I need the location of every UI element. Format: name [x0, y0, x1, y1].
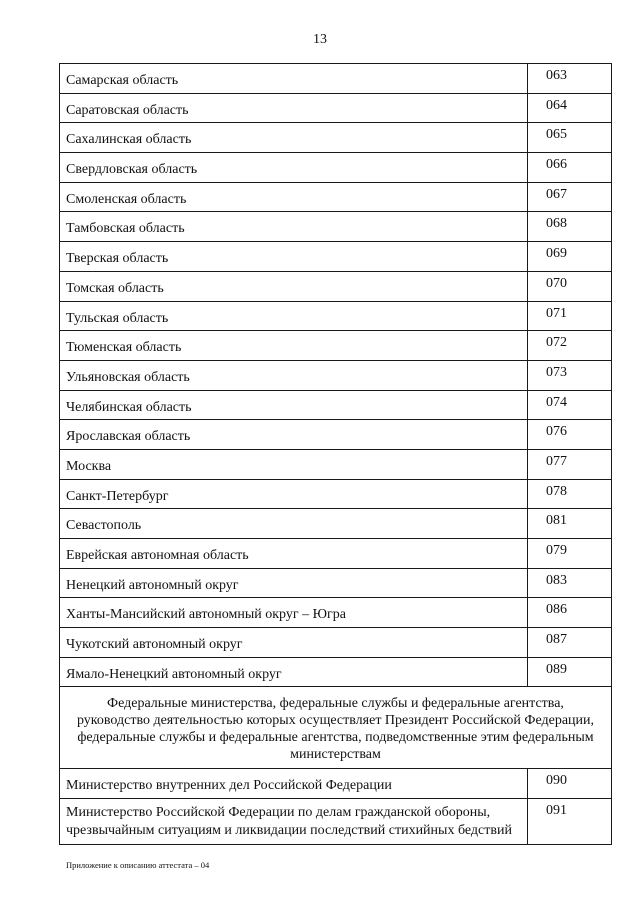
entity-code-cell: [528, 153, 612, 183]
table-row: [60, 568, 612, 598]
table-row: [60, 123, 612, 153]
entity-name: Тюменская область: [66, 340, 182, 356]
entity-name: Чукотский автономный округ: [66, 637, 243, 653]
entity-code-cell: [528, 93, 612, 123]
entity-code: 071: [546, 305, 567, 321]
entity-name-cell: [60, 153, 528, 183]
entity-code: 083: [546, 572, 567, 588]
entity-name-cell: [60, 271, 528, 301]
entity-code-cell: [528, 271, 612, 301]
entity-code: 087: [546, 632, 567, 648]
entity-code-cell: [528, 598, 612, 628]
entity-name-cell: [60, 64, 528, 94]
entity-code-cell: [528, 390, 612, 420]
entity-name: Свердловская область: [66, 162, 198, 178]
entity-name: Смоленская область: [66, 191, 187, 207]
entity-name-cell: [60, 568, 528, 598]
entity-code-cell: [528, 182, 612, 212]
entity-code: 067: [546, 186, 567, 202]
entity-name: Самарская область: [66, 73, 179, 88]
entity-code-cell: [528, 301, 612, 331]
entity-name: Министерство внутренних дел Российской Федерации: [66, 778, 392, 794]
entity-code-cell: [528, 479, 612, 509]
entity-code: 081: [546, 513, 567, 529]
entity-name-cell: [60, 539, 528, 569]
entity-name-cell: [60, 331, 528, 361]
entity-code: 077: [546, 453, 567, 469]
entity-name-cell: [60, 449, 528, 479]
entity-code: 068: [546, 216, 567, 232]
entity-code: 064: [546, 97, 567, 113]
entity-name: Ненецкий автономный округ: [66, 577, 239, 593]
table-row: [60, 301, 612, 331]
table-row: [60, 64, 612, 94]
entity-name-cell: [60, 657, 528, 687]
entity-name: Москва: [66, 458, 112, 474]
table-row: [60, 242, 612, 272]
table-row: [60, 390, 612, 420]
entity-code-cell: [528, 242, 612, 272]
entity-name-cell: [60, 242, 528, 272]
entity-code-cell: [528, 449, 612, 479]
entity-code: 076: [546, 424, 567, 440]
section-heading: Федеральные министерства, федеральные службы и федеральные агентства, руководство деятельностью которых осуществляет Президент Российской Федерации, федеральные службы и федеральные агентства, подведомственные этим федеральным министерствам: [60, 687, 612, 769]
entity-code-cell: [528, 420, 612, 450]
entity-code-cell: [528, 657, 612, 687]
entity-name: Санкт-Петербург: [66, 488, 169, 504]
entity-name-cell: [60, 509, 528, 539]
entity-code: 090: [546, 773, 567, 789]
table-row: [60, 598, 612, 628]
entity-name-cell: [60, 301, 528, 331]
section-header-row: [60, 687, 612, 769]
entity-code: 086: [546, 602, 567, 618]
entity-name-cell: [60, 212, 528, 242]
entity-code-cell: [528, 509, 612, 539]
entity-name: Еврейская автономная область: [66, 548, 249, 563]
entity-name: Севастополь: [66, 518, 142, 534]
entity-code: 073: [546, 364, 567, 380]
entity-code: 074: [546, 394, 567, 410]
entity-name-cell: [60, 799, 528, 845]
entity-name: Тульская область: [66, 310, 169, 326]
code-table: [59, 63, 612, 845]
entity-code-cell: [528, 628, 612, 658]
entity-code-cell: [528, 64, 612, 94]
entity-name-cell: [60, 390, 528, 420]
entity-code: 078: [546, 483, 567, 499]
table-row: [60, 509, 612, 539]
entity-code-cell: [528, 539, 612, 569]
footer-note: Приложение к описанию аттестата – 04: [66, 860, 210, 870]
entity-code-cell: [528, 331, 612, 361]
entity-code-cell: [528, 360, 612, 390]
entity-code: 070: [546, 275, 567, 291]
entity-name: Ямало-Ненецкий автономный округ: [66, 666, 282, 682]
entity-name: Ульяновская область: [66, 369, 190, 385]
entity-code-cell: [528, 212, 612, 242]
entity-name: Тверская область: [66, 251, 169, 267]
entity-name: Ханты-Мансийский автономный округ – Югра: [66, 607, 346, 623]
table-row: [60, 271, 612, 301]
entity-name-cell: [60, 93, 528, 123]
entity-name-cell: [60, 420, 528, 450]
entity-code: 063: [546, 68, 567, 83]
table-row: [60, 628, 612, 658]
entity-code-cell: [528, 123, 612, 153]
entity-name: Челябинская область: [66, 399, 192, 415]
table-row: [60, 657, 612, 687]
entity-name: Ярославская область: [66, 429, 191, 445]
entity-name-cell: [60, 598, 528, 628]
entity-code: 079: [546, 543, 567, 558]
entity-name-cell: [60, 769, 528, 799]
table-row: [60, 479, 612, 509]
entity-code-cell: [528, 568, 612, 598]
entity-name-cell: [60, 182, 528, 212]
entity-code: 072: [546, 335, 567, 351]
entity-code: 091: [546, 803, 567, 819]
entity-code: 066: [546, 157, 567, 173]
entity-name-cell: [60, 628, 528, 658]
entity-code-cell: [528, 799, 612, 845]
table-row: [60, 212, 612, 242]
entity-name-cell: [60, 479, 528, 509]
entity-name-cell: [60, 123, 528, 153]
entity-name: Тамбовская область: [66, 221, 185, 237]
entity-name: Сахалинская область: [66, 132, 192, 148]
entity-name: Томская область: [66, 280, 164, 296]
table-row: [60, 93, 612, 123]
entity-name: Саратовская область: [66, 102, 189, 118]
table-row: [60, 449, 612, 479]
page-number: 13: [313, 32, 327, 47]
entity-code: 069: [546, 246, 567, 262]
entity-code-cell: [528, 769, 612, 799]
table-row: [60, 331, 612, 361]
table-row: [60, 153, 612, 183]
entity-code: 089: [546, 661, 567, 677]
entity-name: Министерство Российской Федерации по делам гражданской обороны, чрезвычайным ситуациям и ликвидации последствий стихийных бедствий: [66, 805, 512, 839]
entity-name-cell: [60, 360, 528, 390]
table-row: [60, 182, 612, 212]
table-row: [60, 799, 612, 845]
table-row: [60, 539, 612, 569]
table-row: [60, 360, 612, 390]
table-row: [60, 769, 612, 799]
entity-code: 065: [546, 127, 567, 143]
table-row: [60, 420, 612, 450]
